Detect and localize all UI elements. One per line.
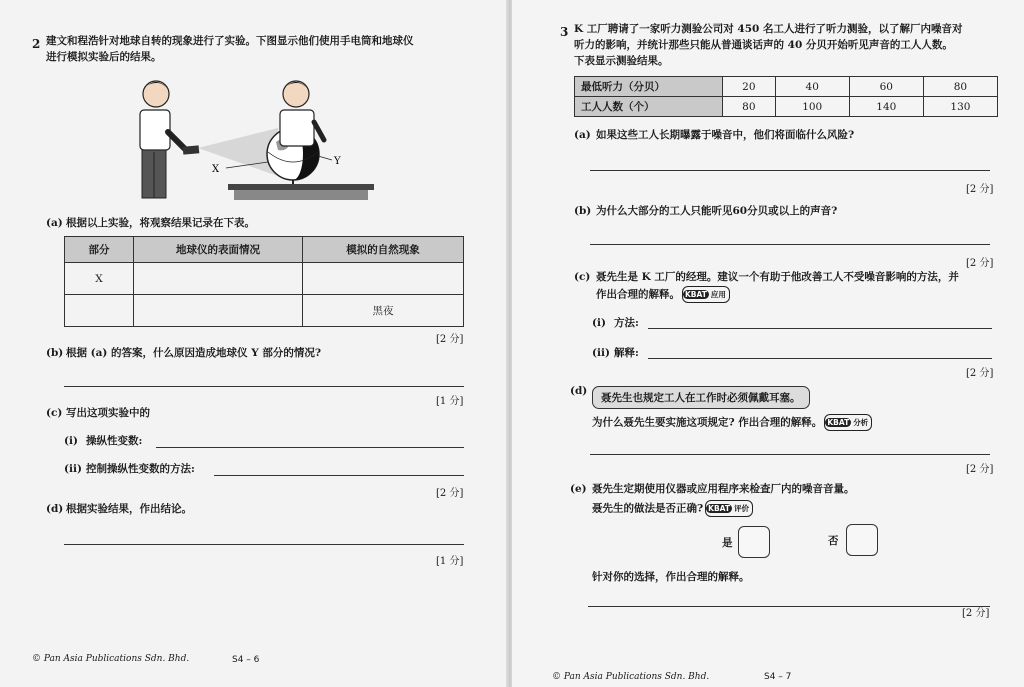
no-label: 否 [828,535,839,547]
q2b-answer-line[interactable] [64,386,464,387]
answer-cell[interactable] [303,263,464,295]
question-3-intro-line2: 听力的影响，并统计那些只能从普通谈话声的 40 分贝开始听见声音的工人人数。 [574,39,953,51]
table-header-phenomenon: 模拟的自然现象 [303,237,464,263]
hearing-cell: 20 [723,77,776,97]
q2c-label: (c) [46,407,63,419]
q2b-marks: [1 分] [436,396,464,407]
q3e-text-line2: 聂先生的做法是否正确? [592,502,704,515]
right-page-number: S4 – 7 [764,672,792,682]
hearing-cell: 40 [775,77,849,97]
table-cell: X [65,263,134,295]
workers-cell: 130 [923,97,997,117]
table-body [234,190,368,200]
workers-cell: 100 [775,97,849,117]
row-header-hearing: 最低听力（分贝） [575,77,723,97]
q2c-ii-label: (ii) [64,463,82,475]
question-3-intro-line3: 下表显示测验结果。 [574,55,669,67]
kbat-word: 应用 [710,290,726,299]
q2b-text: 根据 (a) 的答案，什么原因造成地球仪 Y 部分的情况? [66,347,322,359]
left-page [0,0,508,687]
light-beam [198,128,278,176]
q3a-marks: [2 分] [966,184,994,195]
q3c-i-label: (i) [592,317,606,329]
q3c-text-line2-text: 作出合理的解释。 [596,288,680,301]
q3c-text-line1: 聂先生是 K 工厂的经理。建议一个有助于他改善工人不受噪音影响的方法，并 [596,271,959,283]
q3d-text: 为什么聂先生要实施这项规定? 作出合理的解释。 [592,416,823,429]
kbat-word: 分析 [853,418,869,427]
kbat-tag: KBAT [827,418,850,427]
q3e-answer-line[interactable] [588,606,990,607]
no-checkbox[interactable] [846,524,878,556]
hearing-cell: 80 [923,77,997,97]
q2a-text: 根据以上实验，将观察结果记录在下表。 [66,217,255,229]
q3b-marks: [2 分] [966,258,994,269]
q3d-highlight-box: 聂先生也规定工人在工作时必须佩戴耳塞。 [592,386,810,409]
boy-at-globe [280,81,324,146]
row-header-workers: 工人人数（个） [575,97,723,117]
q3c-label: (c) [574,271,591,283]
answer-cell[interactable] [134,263,303,295]
boy-with-flashlight [140,81,199,198]
q3d-marks: [2 分] [966,464,994,475]
kbat-badge [705,500,753,517]
question-3-intro-line1: K 工厂聘请了一家听力测验公司对 450 名工人进行了听力测验，以了解厂内噪音对 [574,23,963,35]
q3e-marks: [2 分] [962,608,990,619]
q3a-label: (a) [574,129,591,141]
q3d-text-row [592,414,872,431]
label-x: X [212,164,220,175]
left-footer: © Pan Asia Publications Sdn. Bhd. [32,654,190,664]
q3b-label: (b) [574,205,592,217]
q2c-i-text: 操纵性变数: [86,435,143,447]
q2a-marks: [2 分] [436,334,464,345]
yes-checkbox[interactable] [738,526,770,558]
workers-cell: 140 [849,97,923,117]
table-cell: 黑夜 [303,295,464,327]
kbat-badge [682,286,730,303]
workers-cell: 80 [723,97,776,117]
q3b-answer-line[interactable] [590,244,990,245]
question-2-number: 2 [32,37,41,51]
observation-table [64,236,464,327]
q3c-i-text: 方法: [614,317,639,329]
q3c-marks: [2 分] [966,368,994,379]
q2c-i-label: (i) [64,435,78,447]
answer-cell[interactable] [65,295,134,327]
q2c-marks: [2 分] [436,488,464,499]
q3b-text: 为什么大部分的工人只能听见60分贝或以上的声音? [596,205,838,217]
experiment-illustration [128,72,384,204]
right-page [512,0,1024,687]
q3c-ii-label: (ii) [592,347,610,359]
answer-cell[interactable] [134,295,303,327]
q2d-text: 根据实验结果，作出结论。 [66,503,192,515]
q3e-label: (e) [570,483,587,495]
right-footer: © Pan Asia Publications Sdn. Bhd. [552,672,710,682]
kbat-tag: KBAT [685,290,707,299]
q2c-i-answer-line[interactable] [156,447,464,448]
left-page-number: S4 – 6 [232,655,260,665]
question-2-intro-line2: 进行模拟实验后的结果。 [46,51,162,63]
kbat-tag: KBAT [708,504,731,513]
question-3-number: 3 [560,25,569,39]
q3c-text-line2 [596,286,730,303]
q2d-label: (d) [46,503,64,515]
table-header-part: 部分 [65,237,134,263]
q3c-ii-text: 解释: [614,347,639,359]
label-y: Y [334,156,341,167]
q3c-ii-answer-line[interactable] [648,358,992,359]
hearing-cell: 60 [849,77,923,97]
kbat-word: 评价 [734,504,750,513]
q3d-answer-line[interactable] [590,454,990,455]
table-header-surface: 地球仪的表面情况 [134,237,303,263]
yes-label: 是 [722,537,733,549]
q2d-marks: [1 分] [436,556,464,567]
q2c-ii-text: 控制操纵性变数的方法: [86,463,195,475]
hearing-table [574,76,998,117]
q2d-answer-line[interactable] [64,544,464,545]
q3d-label: (d) [570,385,588,397]
q3e-text-line3: 针对你的选择，作出合理的解释。 [592,571,750,583]
q3c-i-answer-line[interactable] [648,328,992,329]
q3e-text-line2-row [592,500,753,517]
table-top [228,184,374,190]
question-2-intro-line1: 建文和程浩针对地球自转的现象进行了实验。下图显示他们使用手电筒和地球仪 [46,35,414,47]
q3e-text-line1: 聂先生定期使用仪器或应用程序来检查厂内的噪音音量。 [592,483,855,495]
q2a-label: (a) [46,217,63,229]
q2b-label: (b) [46,347,64,359]
q2c-text: 写出这项实验中的 [66,407,150,419]
q2c-ii-answer-line[interactable] [214,475,464,476]
q3a-text: 如果这些工人长期曝露于噪音中，他们将面临什么风险? [596,129,855,141]
kbat-badge [824,414,872,431]
q3a-answer-line[interactable] [590,170,990,171]
